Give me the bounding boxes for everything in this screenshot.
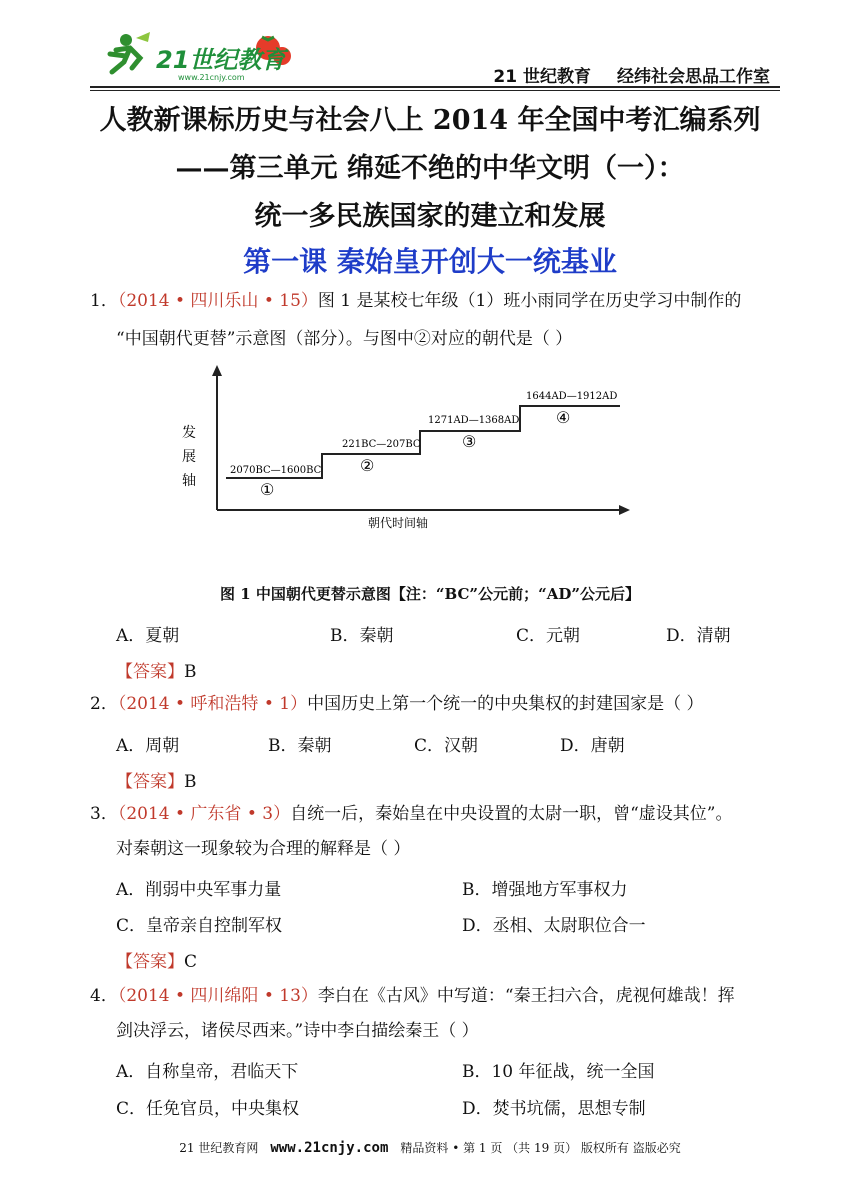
q4-option-a: A．自称皇帝，君临天下 [116,1062,299,1082]
step-range-1: 2070BC—1600BC [230,465,322,476]
q2-option-b: B．秦朝 [268,736,332,756]
header-studio-name: 经纬社会思品工作室 [617,67,770,87]
question-source: （2014 • 广东省 • 3） [117,804,291,824]
question-1-line1 [90,289,741,313]
question-stem: 自统一后，秦始皇在中央设置的太尉一职，曾“虚设其位”。 [290,804,733,824]
question-3-line2: 对秦朝这一现象较为合理的解释是（ ） [116,839,411,859]
q1-option-d: D．清朝 [666,626,731,646]
header-divider-thin [90,90,780,91]
footer-org: 21 世纪教育网 [179,1141,259,1155]
y-label-2: 展 [182,449,196,465]
question-source: （2014 • 四川绵阳 • 13） [117,986,318,1006]
step-range-4: 1644AD—1912AD [526,391,618,402]
x-axis-label: 朝代时间轴 [368,516,429,530]
page-footer [0,1139,860,1156]
question-stem: 李白在《古风》中写道：“秦王扫六合，虎视何雄哉！挥 [317,986,735,1006]
question-number: 3． [90,804,118,824]
step-range-3: 1271AD—1368AD [428,415,520,426]
q3-option-d: D．丞相、太尉职位合一 [462,916,646,936]
q3-option-b: B．增强地方军事权力 [462,880,628,900]
q4-option-d: D．焚书坑儒，思想专制 [462,1099,646,1119]
logo-url: www.21cnjy.com [178,73,245,82]
header-org-name: 21 世纪教育 [493,67,591,87]
question-4-line1 [90,984,735,1008]
question-number: 4． [90,986,118,1006]
doc-title-line3: 统一多民族国家的建立和发展 [254,201,606,232]
y-label-1: 发 [182,425,196,441]
q4-option-b: B．10 年征战，统一全国 [462,1062,655,1082]
question-stem: 图 1 是某校七年级（1）班小雨同学在历史学习中制作的 [317,291,742,311]
question-source: （2014 • 呼和浩特 • 1） [117,694,308,714]
site-logo [96,28,296,84]
q2-answer [116,767,197,792]
dynasty-diagram [170,365,630,555]
step-mark-1: ① [260,480,275,499]
header-org [470,62,770,87]
x-axis-arrow [619,505,630,515]
answer-value: B [184,662,197,682]
answer-label: 【答案】 [116,662,184,682]
footer-site-link[interactable]: www.21cnjy.com [270,1140,389,1156]
q2-option-a: A．周朝 [116,736,180,756]
step-mark-4: ④ [556,408,571,427]
answer-label: 【答案】 [116,952,184,972]
doc-title-line2: ——第三单元 绵延不绝的中华文明（一）： [175,153,685,184]
lesson-title: 第一课 秦始皇开创大一统基业 [243,245,617,278]
q2-option-c: C．汉朝 [414,736,479,756]
q2-option-d: D．唐朝 [560,736,625,756]
q3-option-c: C．皇帝亲自控制军权 [116,916,283,936]
step-mark-2: ② [360,456,375,475]
q4-option-c: C．任免官员，中央集权 [116,1099,300,1119]
question-stem: 中国历史上第一个统一的中央集权的封建国家是（ ） [307,694,704,714]
footer-page-info: 精品资料 • 第 1 页 （共 19 页） 版权所有 盗版必究 [400,1141,681,1155]
question-2-line1 [90,692,703,716]
step-range-2: 221BC—207BC [342,439,421,450]
answer-value: C [184,952,198,972]
question-number: 2． [90,694,118,714]
answer-value: B [184,772,197,792]
y-label-3: 轴 [182,473,196,489]
figure-caption: 图 1 中国朝代更替示意图【注：“BC”公元前；“AD”公元后】 [220,585,640,603]
question-3-line1 [90,802,732,826]
question-number: 1． [90,291,118,311]
y-axis-arrow [212,365,222,376]
answer-label: 【答案】 [116,772,184,792]
question-4-line2: 剑决浮云，诸侯尽西来。”诗中李白描绘秦王（ ） [116,1021,479,1041]
q1-option-b: B．秦朝 [330,626,394,646]
q1-option-c: C．元朝 [516,626,581,646]
q1-answer [116,657,197,682]
q3-answer [116,947,197,972]
q1-option-a: A．夏朝 [116,626,180,646]
step-mark-3: ③ [462,432,477,451]
q3-option-a: A．削弱中央军事力量 [116,880,282,900]
logo-wordmark: 21世纪教育 [156,46,286,74]
doc-title-line1: 人教新课标历史与社会八上 2014 年全国中考汇编系列 [99,105,761,136]
header-divider [90,86,780,88]
question-source: （2014 • 四川乐山 • 15） [117,291,318,311]
question-1-line2: “中国朝代更替”示意图（部分）。与图中②对应的朝代是（ ） [116,329,573,349]
